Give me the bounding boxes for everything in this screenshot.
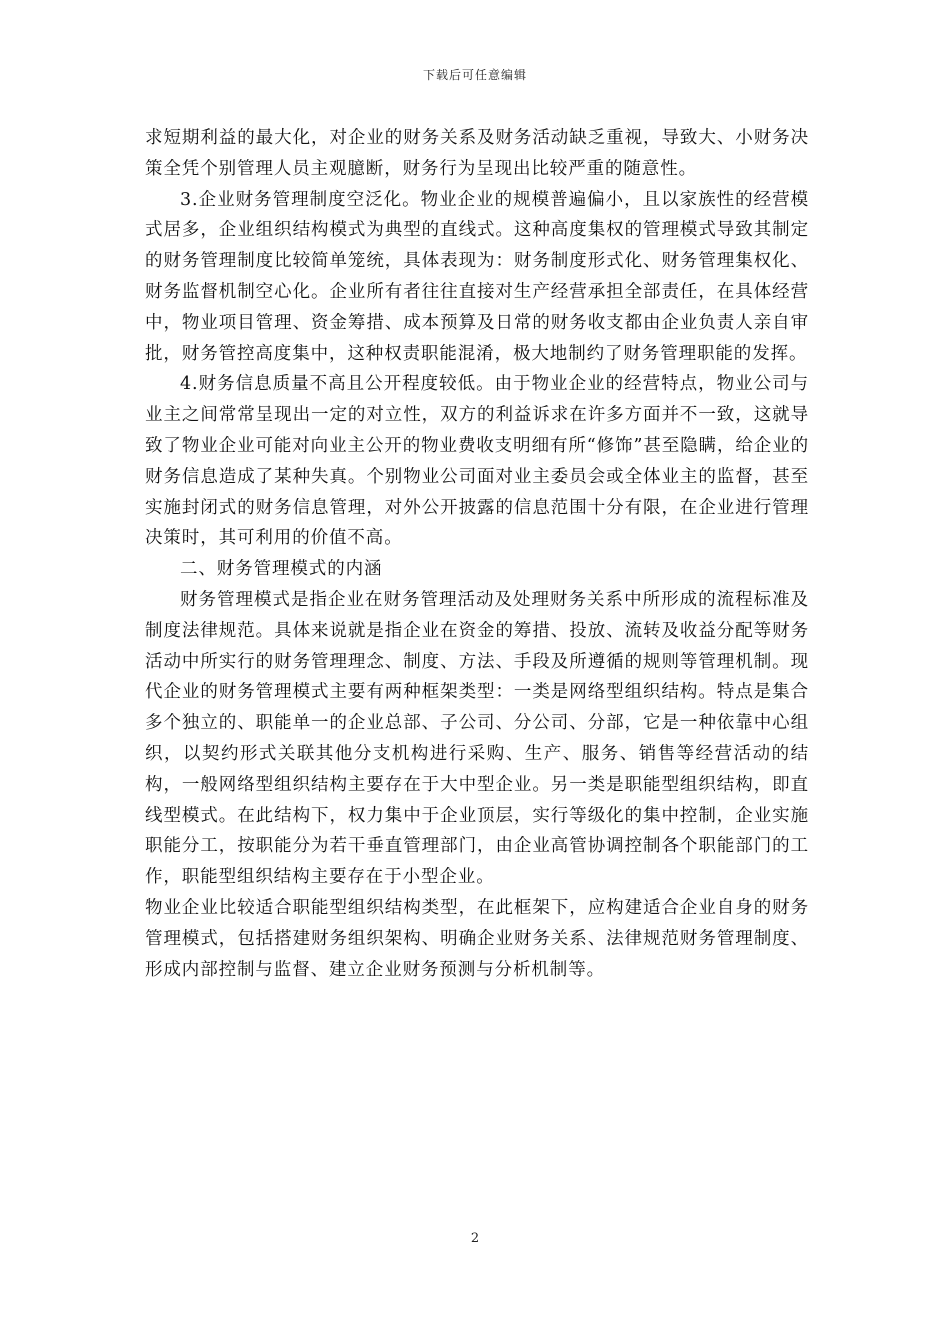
paragraph-conclusion: 物业企业比较适合职能型组织结构类型，在此框架下，应构建适合企业自身的财务管理模式，包括搭建财务组织架构、明确企业财务关系、法律规范财务管理制度、形成内部控制与监督、建立企业财务预测与分析机制等。 — [145, 897, 809, 980]
paragraph-continuation: 求短期利益的最大化，对企业的财务关系及财务活动缺乏重视，导致大、小财务决策全凭个别管理人员主观臆断，财务行为呈现出比较严重的随意性。 — [145, 128, 809, 179]
page-header-note: 下载后可任意编辑 — [422, 68, 527, 82]
paragraph-definition: 财务管理模式是指企业在财务管理活动及处理财务关系中所形成的流程标准及制度法律规范。具体来说就是指企业在资金的筹措、投放、流转及收益分配等财务活动中所实行的财务管理理念、制度、方法、手段及所遵循的规则等管理机制。现代企业的财务管理模式主要有两种框架类型：一类是网络型组织结构。特点是集合多个独立的、职能单一的企业总部、子公司、分公司、分部，它是一种依靠中心组织，以契约形式关联其他分支机构进行采购、生产、服务、销售等经营活动的结构，一般网络型组织结构主要存在于大中型企业。另一类是职能型组织结构，即直线型模式。在此结构下，权力集中于企业顶层，实行等级化的集中控制，企业实施职能分工，按职能分为若干垂直管理部门，由企业高管协调控制各个职能部门的工作，职能型组织结构主要存在于小型企业。 — [145, 589, 809, 888]
paragraph-item-4: 4.财务信息质量不高且公开程度较低。由于物业企业的经营特点，物业公司与业主之间常常呈现出一定的对立性，双方的利益诉求在许多方面并不一致，这就导致了物业企业可能对向业主公开的物业费收支明细有所“修饰”甚至隐瞒，给企业的财务信息造成了某种失真。个别物业公司面对业主委员会或全体业主的监督，甚至实施封闭式的财务信息管理，对外公开披露的信息范围十分有限，在企业进行管理决策时，其可利用的价值不高。 — [145, 374, 809, 549]
document-body — [145, 123, 809, 985]
page-number: 2 — [470, 1231, 480, 1246]
paragraph-item-3: 3.企业财务管理制度空泛化。物业企业的规模普遍偏小，且以家族性的经营模式居多，企业组织结构模式为典型的直线式。这种高度集权的管理模式导致其制定的财务管理制度比较简单笼统，具体表现为：财务制度形式化、财务管理集权化、财务监督机制空心化。企业所有者往往直接对生产经营承担全部责任，在具体经营中，物业项目管理、资金筹措、成本预算及日常的财务收支都由企业负责人亲自审批，财务管控高度集中，这种权责职能混淆，极大地制约了财务管理职能的发挥。 — [145, 189, 809, 364]
section-heading: 二、财务管理模式的内涵 — [180, 559, 383, 580]
